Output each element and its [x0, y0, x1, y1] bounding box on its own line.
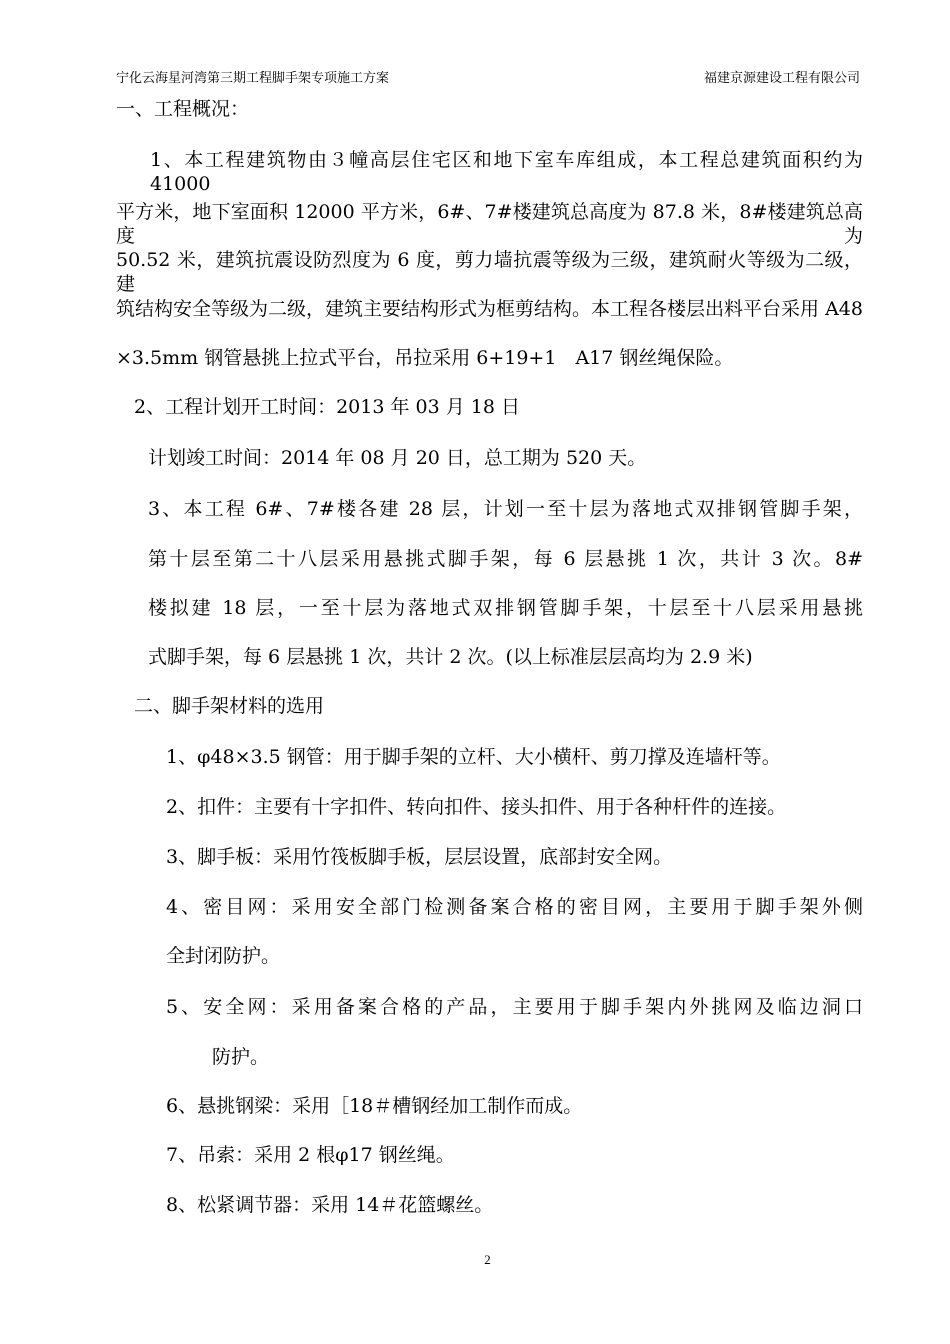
material-item-safety-net-cont: 防护。	[212, 1046, 270, 1068]
section1-title: 一、工程概况：	[116, 98, 250, 120]
header-company-name: 福建京源建设工程有限公司	[703, 71, 860, 86]
material-item-safety-net: 5、安全网：采用备案合格的产品，主要用于脚手架内外挑网及临边洞口	[166, 996, 863, 1018]
section1-item3-line4: 式脚手架，每 6 层悬挑 1 次，共计 2 次。(以上标准层层高均为 2.9 米)	[148, 646, 753, 668]
section1-item1-line2: 平方米，地下室面积 12000 平方米，6#、7#楼建筑总高度为 87.8 米，8#楼建筑总高度为	[116, 201, 863, 247]
section1-item3-line1: 3、本工程 6#、7#楼各建 28 层，计划一至十层为落地式双排钢管脚手架，	[148, 498, 863, 520]
section1-item1-line5: ×3.5mm 钢管悬挑上拉式平台，吊拉采用 6+19+1 A17 钢丝绳保险。	[116, 347, 734, 369]
material-item-sling: 7、吊索：采用 2 根φ17 钢丝绳。	[166, 1144, 455, 1166]
section1-item3-line3: 楼拟建 18 层，一至十层为落地式双排钢管脚手架，十层至十八层采用悬挑	[148, 597, 863, 619]
header-project-title: 宁化云海星河湾第三期工程脚手架专项施工方案	[116, 71, 390, 86]
material-item-cantilever-beam: 6、悬挑钢梁：采用［18＃槽钢经加工制作而成。	[166, 1095, 583, 1117]
material-item-turnbuckle: 8、松紧调节器：采用 14＃花篮螺丝。	[166, 1194, 494, 1216]
material-item-dense-mesh-cont: 全封闭防护。	[166, 945, 281, 967]
material-item-steel-pipe: 1、φ48×3.5 钢管：用于脚手架的立杆、大小横杆、剪刀撑及连墙杆等。	[166, 746, 781, 768]
section1-item3-line2: 第十层至第二十八层采用悬挑式脚手架，每 6 层悬挑 1 次，共计 3 次。8#	[148, 548, 863, 570]
section1-item1-line1: 1、本工程建筑物由３幢高层住宅区和地下室车库组成，本工程总建筑面积约为41000	[150, 149, 863, 195]
section1-item1-line3: 50.52 米，建筑抗震设防烈度为 6 度，剪力墙抗震等级为三级，建筑耐火等级为二级，建	[116, 249, 863, 295]
material-item-scaffold-board: 3、脚手板：采用竹筏板脚手板，层层设置，底部封安全网。	[166, 846, 673, 868]
material-item-dense-mesh: 4、密目网：采用安全部门检测备案合格的密目网，主要用于脚手架外侧	[166, 896, 863, 918]
section2-title: 二、脚手架材料的选用	[134, 695, 325, 717]
section1-item1-line4: 筑结构安全等级为二级，建筑主要结构形式为框剪结构。本工程各楼层出料平台采用 A48	[116, 298, 863, 320]
material-item-fastener: 2、扣件：主要有十字扣件、转向扣件、接头扣件、用于各种杆件的连接。	[166, 796, 787, 818]
section1-item2-end-date: 计划竣工时间：2014 年 08 月 20 日，总工期为 520 天。	[148, 447, 647, 469]
page-number: 2	[484, 1252, 491, 1267]
section1-item2-start-date: 2、工程计划开工时间：2013 年 03 月 18 日	[134, 396, 520, 418]
